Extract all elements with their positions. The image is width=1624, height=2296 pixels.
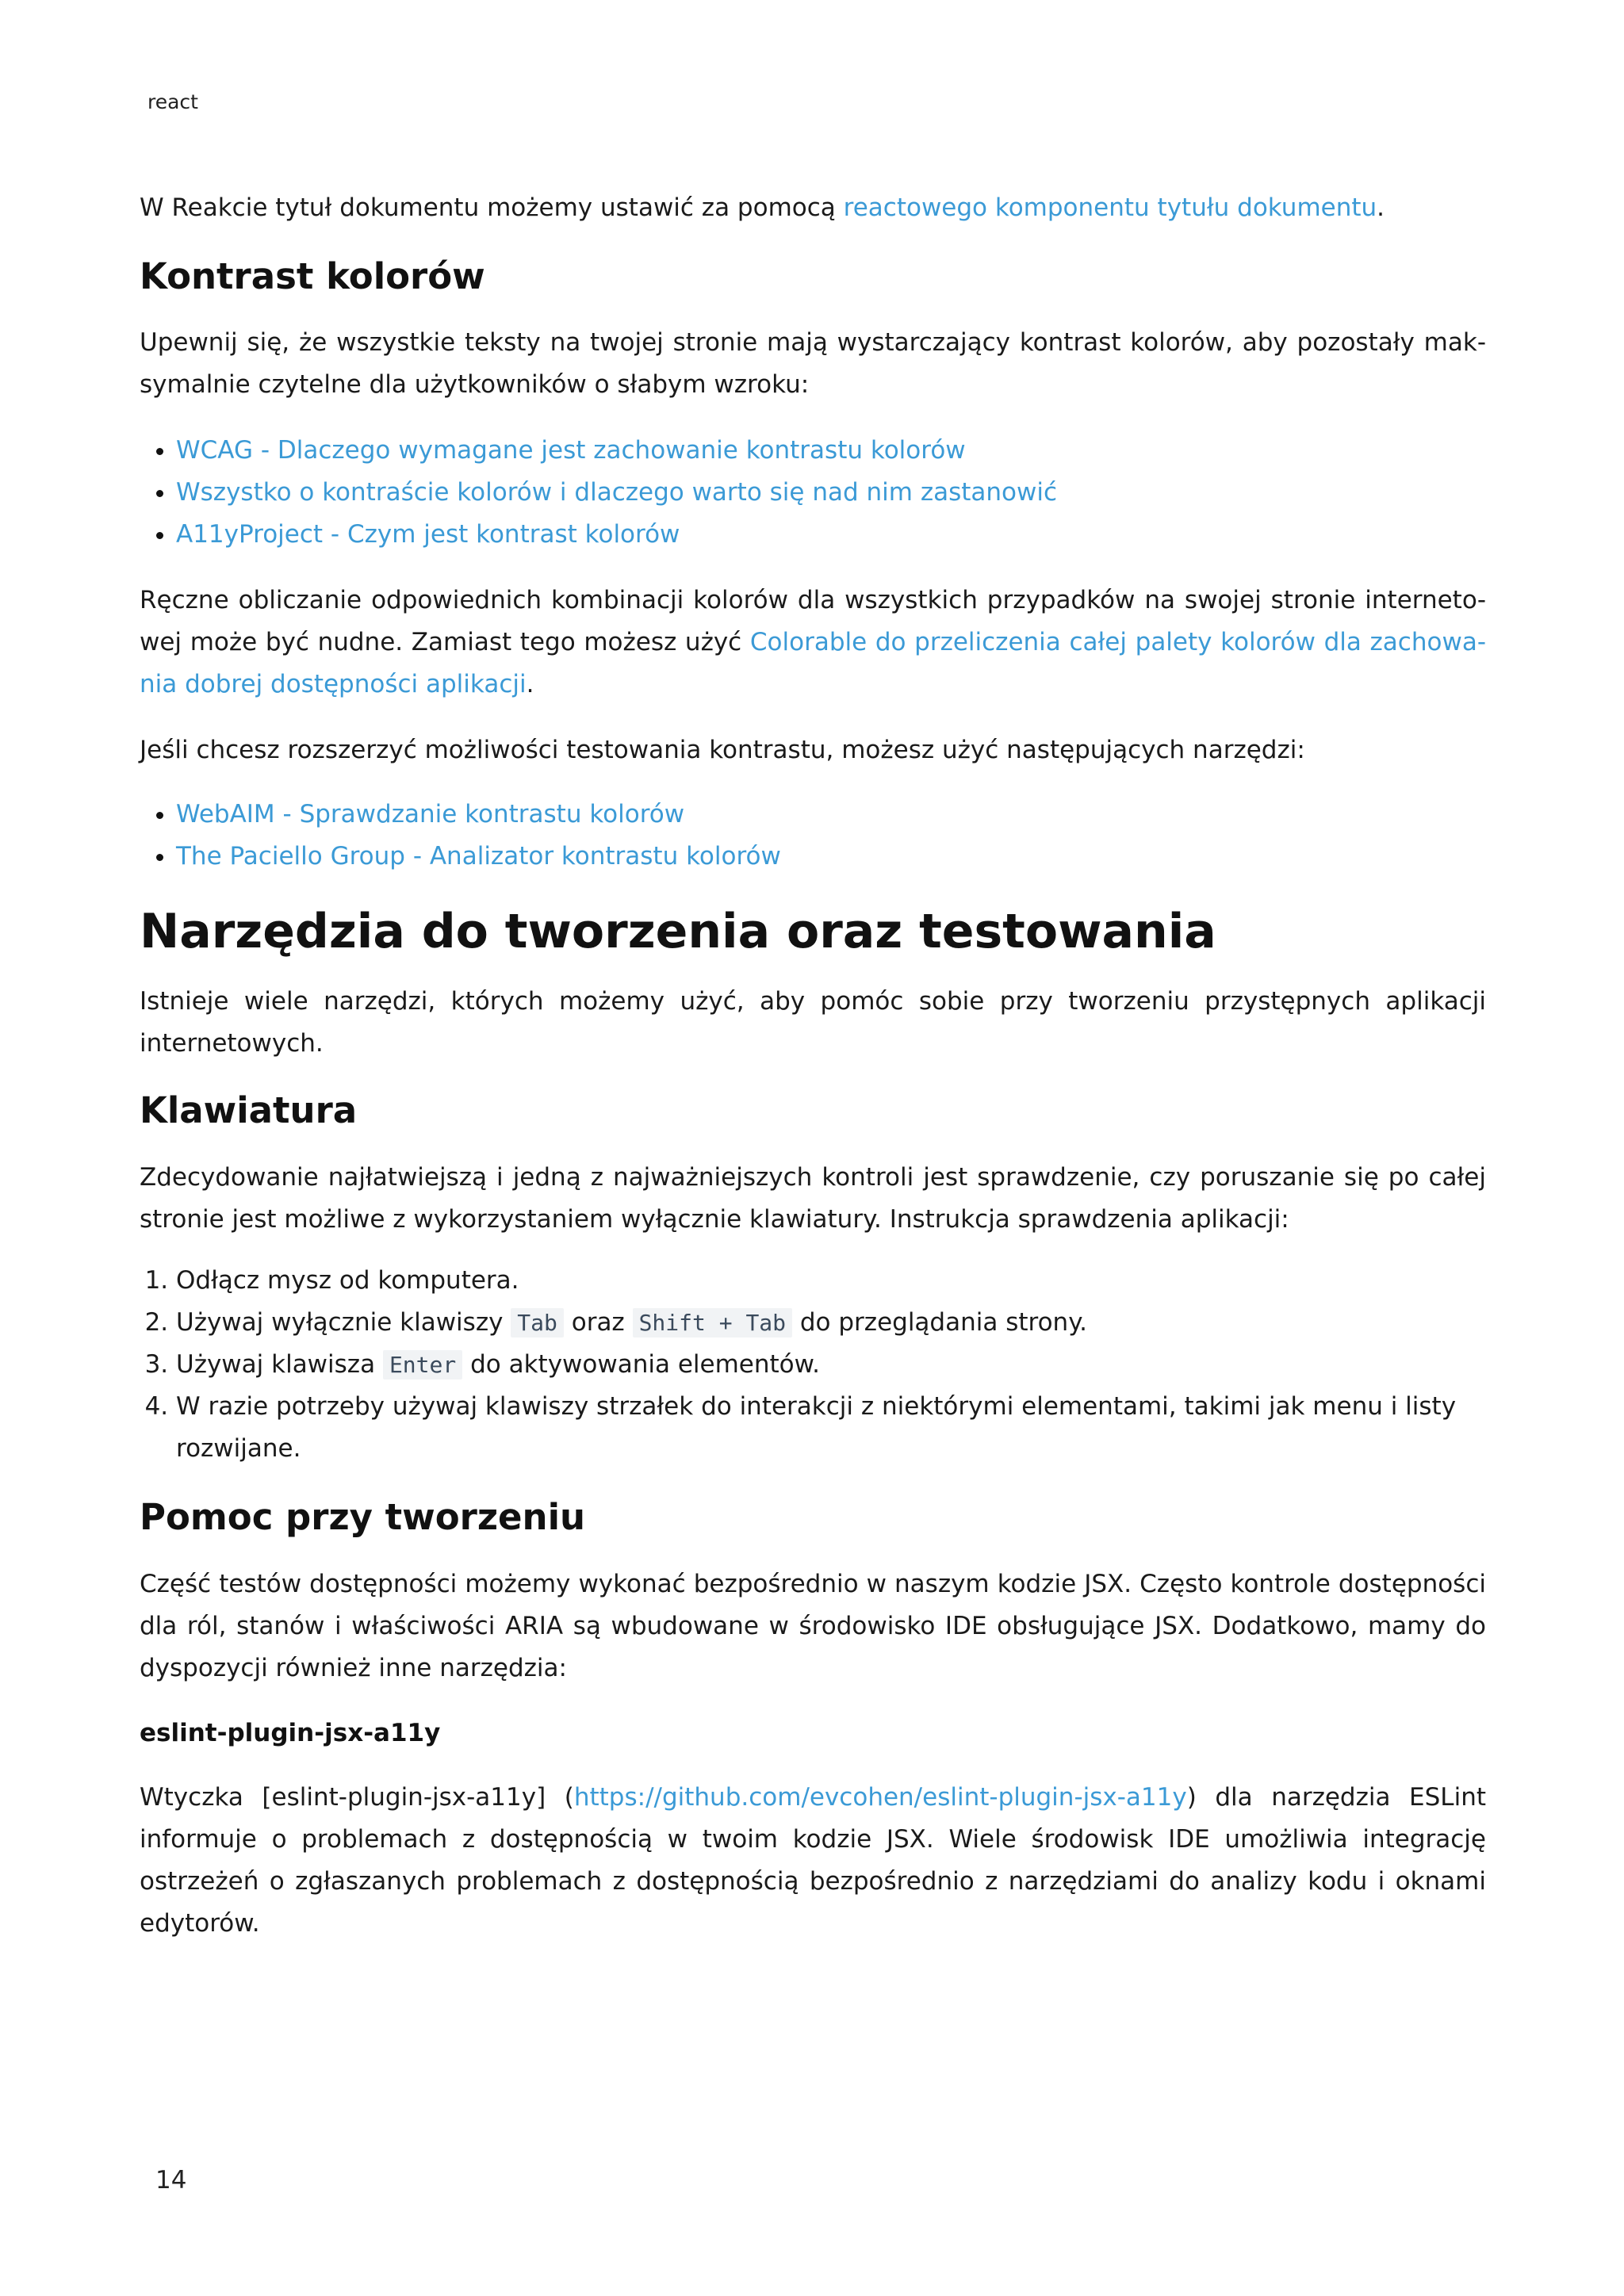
list-item	[176, 430, 1486, 472]
contrast-heading: Kontrast kolorów	[140, 255, 485, 297]
intro-paragraph	[140, 187, 1486, 229]
list-item: 1. Odłącz mysz od komputera.	[176, 1260, 1486, 1302]
contrast-paragraph: Upewnij się, że wszystkie teksty na twojej stronie mają wystarczający kontrast kolorów, aby pozostały maksymalnie czytelne dla użytkowników o słabym wzroku:	[140, 328, 1486, 399]
list-item	[176, 1344, 1486, 1386]
paciello-link[interactable]: The Paciello Group - Analizator kontrastu kolorów	[176, 842, 781, 871]
a11yproject-link[interactable]: A11yProject - Czym jest kontrast kolorów	[176, 520, 680, 549]
eslint-plugin-paragraph	[140, 1777, 1486, 1945]
wcag-contrast-link[interactable]: WCAG - Dlaczego wymagane jest zachowanie kontrastu kolorów	[176, 436, 966, 465]
list-item	[176, 514, 1486, 556]
step-text: Używaj wyłącznie klawiszy	[176, 1308, 511, 1337]
dev-help-heading: Pomoc przy tworzeniu	[140, 1496, 586, 1538]
list-item: 4. W razie potrzeby używaj klawiszy strzałek do interakcji z niektórymi elementami, takimi jak menu i listy rozwijane.	[176, 1386, 1486, 1470]
keyboard-paragraph: Zdecydowanie najłatwiejszą i jedną z najważniejszych kontroli jest sprawdzenie, czy poruszanie się po całej stronie jest możliwe z wykorzystaniem wyłącznie klawiatury. Instrukcja sprawdzenia aplikacji:	[140, 1163, 1486, 1234]
colorable-paragraph	[140, 580, 1486, 706]
list-item	[176, 1302, 1486, 1344]
step-text: oraz	[563, 1308, 633, 1337]
intro-end: .	[1377, 193, 1385, 222]
list-item	[176, 836, 1486, 878]
keyboard-heading: Klawiatura	[140, 1089, 358, 1131]
contrast-resources-list	[140, 430, 1486, 556]
color-contrast-article-link[interactable]: Wszystko o kontraście kolorów i dlaczego warto się nad nim zastanowić	[176, 478, 1058, 507]
contrast-tools-paragraph: Jeśli chcesz rozszerzyć możliwości testowania kontrastu, możesz użyć następujących narzędzi:	[140, 736, 1305, 764]
step-text: do aktywowania elementów.	[462, 1350, 820, 1379]
eslint-plugin-heading: eslint-plugin-jsx-a11y	[140, 1719, 441, 1747]
plugin-text-rest: ) dla narzędzia ESLint informuje o problemach z dostępnością w twoim kodzie JSX. Wiele środowisk IDE umożliwia integrację ostrzeżeń o zgłaszanych problemach z dostępnością bezpośrednio z narzędziami do analizy kodu i oknami edytorów.	[140, 1783, 1486, 1938]
document-title-link[interactable]: reactowego komponentu tytułu dokumentu	[843, 193, 1377, 222]
colorable-end: .	[526, 670, 534, 698]
enter-key-code: Enter	[383, 1350, 462, 1380]
tab-key-code: Tab	[511, 1308, 564, 1337]
colorable-text: Ręczne obliczanie odpowiednich kombinacji kolorów dla wszystkich przypadków na swojej stronie internetowej może być nudne. Zamiast tego możesz użyć	[140, 586, 1486, 656]
list-item	[176, 472, 1486, 514]
shift-tab-key-code: Shift + Tab	[633, 1308, 792, 1337]
keyboard-steps-list	[140, 1260, 1486, 1470]
step-text: Używaj klawisza	[176, 1350, 383, 1379]
list-item	[176, 794, 1486, 836]
page-number: 14	[155, 2166, 187, 2195]
intro-text: W Reakcie tytuł dokumentu możemy ustawić za pomocą	[140, 193, 844, 222]
running-header: react	[147, 90, 198, 113]
tools-heading: Narzędzia do tworzenia oraz testowania	[140, 904, 1216, 959]
tools-paragraph: Istnieje wiele narzędzi, których możemy użyć, aby pomóc sobie przy tworzeniu przystępnych aplikacji internetowych.	[140, 987, 1486, 1058]
plugin-text: Wtyczka [eslint-plugin-jsx-a11y] (	[140, 1783, 574, 1812]
colorable-link[interactable]: Colorable do przeliczenia całej palety kolorów dla zachowania dobrej dostępności aplikacji	[140, 628, 1486, 698]
page-content	[140, 187, 1486, 1945]
eslint-plugin-github-link[interactable]: https://github.com/evcohen/eslint-plugin-jsx-a11y	[573, 1783, 1187, 1812]
webaim-link[interactable]: WebAIM - Sprawdzanie kontrastu kolorów	[176, 800, 685, 828]
dev-help-paragraph: Część testów dostępności możemy wykonać bezpośrednio w naszym kodzie JSX. Często kontrole dostępności dla ról, stanów i właściwości ARIA są wbudowane w środowisko IDE obsługujące JSX. Dodatkowo, mamy do dyspozycji również inne narzędzia:	[140, 1570, 1486, 1682]
contrast-tools-list	[140, 794, 1486, 878]
step-text: do przeglądania strony.	[792, 1308, 1087, 1337]
